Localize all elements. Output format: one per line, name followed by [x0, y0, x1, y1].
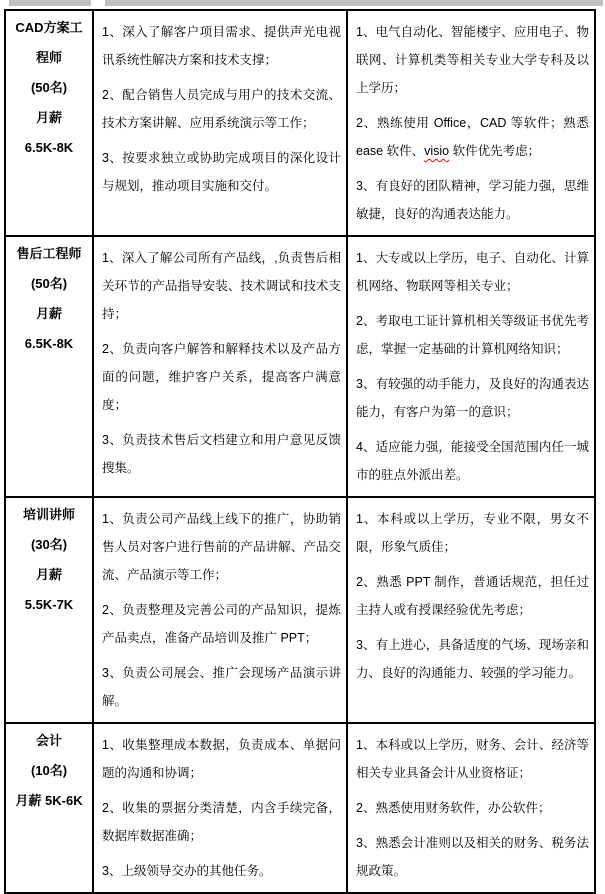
recruitment-table: [4, 9, 596, 894]
requirement-item: 1、大专或以上学历，电子、自动化、计算机网络、物联网等相关专业；: [356, 251, 589, 293]
requirement-item: 3、熟悉会计准则以及相关的财务、税务法规政策。: [356, 836, 589, 878]
duty-item: 3、负责公司展会、推广会现场产品演示讲解。: [102, 666, 341, 708]
requirement-item: 2、考取电工证计算机相关等级证书优先考虑，掌握一定基础的计算机网络知识；: [356, 314, 589, 356]
duties-cell: [93, 236, 347, 497]
requirements-cell: [347, 236, 595, 497]
requirement-item: 1、本科或以上学历，财务、会计、经济等相关专业具备会计从业资格证；: [356, 738, 589, 780]
duty-item: 2、负责向客户解答和解释技术以及产品方面的问题，维护客户关系，提高客户满意度；: [102, 342, 341, 412]
position-cell: [5, 10, 93, 236]
requirement-item: 1、电气自动化、智能楼宇、应用电子、物联网、计算机类等相关专业大学专科及以上学历；: [356, 25, 589, 95]
requirement-item: 4、适应能力强，能接受全国范围内任一城市的驻点外派出差。: [356, 440, 589, 482]
position-title: 售后工程师: [16, 246, 82, 261]
salary-value: 5.5K-7K: [24, 597, 74, 612]
duty-item: 2、负责整理及完善公司的产品知识，提炼产品卖点，准备产品培训及推广 PPT；: [102, 603, 341, 645]
duties-cell: [93, 723, 347, 893]
salary-line: 月薪 5K-6K: [15, 793, 83, 808]
salary-label: 月薪: [35, 306, 62, 321]
requirements-cell: [347, 497, 595, 723]
position-title: 培训讲师: [22, 507, 75, 522]
duty-item: 1、深入了解公司所有产品线，,负责售后相关环节的产品指导安装、技术调试和技术支持；: [102, 251, 341, 321]
position-cell: [5, 236, 93, 497]
duty-item: 3、按要求独立或协助完成项目的深化设计与规划，推动项目实施和交付。: [102, 151, 341, 193]
position-cell: [5, 497, 93, 723]
clipped-row-remnant-right: [105, 0, 603, 6]
duties-cell: [93, 497, 347, 723]
table-row: [5, 723, 595, 893]
requirement-item: 3、有较强的动手能力，及良好的沟通表达能力，有客户为第一的意识；: [356, 377, 589, 419]
position-title: 会计: [35, 733, 62, 748]
misspelled-word: visio: [424, 144, 450, 158]
duty-item: 2、配合销售人员完成与用户的技术交流、技术方案讲解、应用系统演示等工作；: [102, 88, 341, 130]
requirement-item: [356, 109, 589, 165]
requirements-cell: [347, 10, 595, 236]
requirement-text: 2、熟练使用 Office，CAD 等软件；熟悉 ease 软件、: [356, 116, 589, 158]
requirement-item: 3、有良好的团队精神，学习能力强，思维敏捷，良好的沟通表达能力。: [356, 179, 589, 221]
position-cell: [5, 723, 93, 893]
requirement-item: 2、熟悉使用财务软件，办公软件；: [356, 801, 551, 815]
duties-cell: [93, 10, 347, 236]
position-count: (50名): [30, 80, 68, 95]
salary-value: 6.5K-8K: [24, 336, 74, 351]
duty-item: 1、深入了解客户项目需求、提供声光电视讯系统性解决方案和技术支撑；: [102, 25, 341, 67]
salary-label: 月薪: [35, 110, 62, 125]
duty-item: 1、收集整理成本数据，负责成本、单据问题的沟通和协调；: [102, 738, 341, 780]
table-row: [5, 497, 595, 723]
position-count: (10名): [30, 763, 68, 778]
duty-item: 3、上级领导交办的其他任务。: [102, 864, 272, 878]
position-count: (30名): [30, 537, 68, 552]
table-row: [5, 10, 595, 236]
duty-item: 2、收集的票据分类清楚，内含手续完备，数据库数据准确；: [102, 801, 341, 843]
duty-item: 3、负责技术售后文档建立和用户意见反馈搜集。: [102, 433, 341, 475]
requirement-item: 1、本科或以上学历，专业不限，男女不限，形象气质佳；: [356, 512, 589, 554]
requirement-item: 2、熟悉 PPT 制作，普通话规范，担任过主持人或有授课经验优先考虑；: [356, 575, 589, 617]
requirement-text: 软件优先考虑；: [449, 144, 541, 158]
position-title: CAD方案工程师: [15, 20, 83, 65]
duty-item: 1、负责公司产品线上线下的推广，协助销售人员对客户进行售前的产品讲解、产品交流、产品演示等工作；: [102, 512, 341, 582]
requirements-cell: [347, 723, 595, 893]
salary-label: 月薪: [35, 567, 62, 582]
salary-value: 6.5K-8K: [24, 140, 74, 155]
table-row: [5, 236, 595, 497]
position-count: (50名): [30, 276, 68, 291]
clipped-row-remnant-left: [9, 0, 91, 6]
requirement-item: 3、有上进心，具备适度的气场、现场亲和力、良好的沟通能力、较强的学习能力。: [356, 638, 589, 680]
